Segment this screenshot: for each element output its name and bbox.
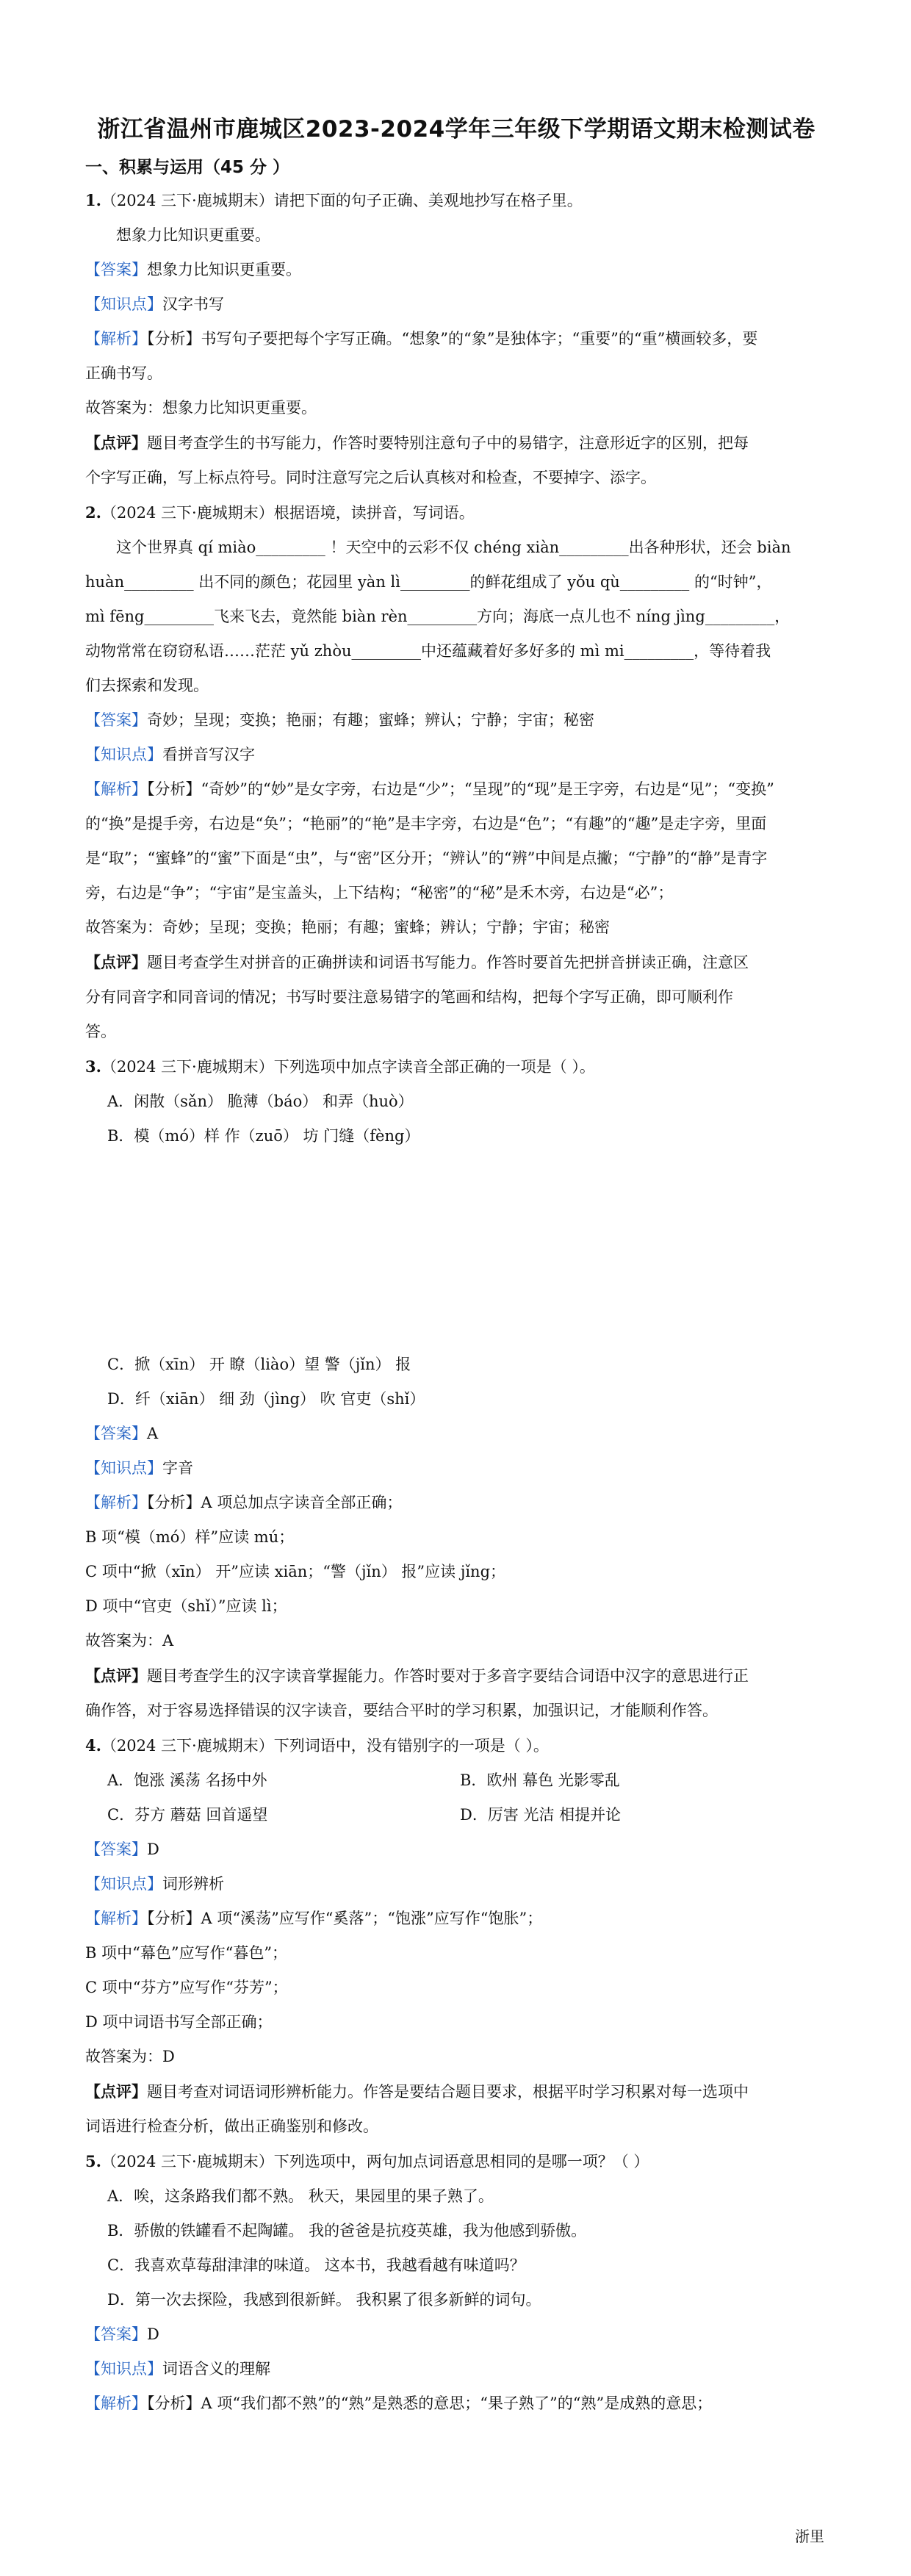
knowledge-label: 【知识点】	[85, 2360, 162, 2378]
knowledge-row	[85, 1456, 827, 1481]
comment-row	[85, 1663, 827, 1688]
analysis-label: 【解析】	[85, 1494, 147, 1511]
option-a: A．闲散（sǎn） 脆薄（báo） 和弄（huò）	[107, 1093, 414, 1110]
option-b: B．骄傲的铁罐看不起陶罐。 我的爸爸是抗疫英雄，我为他感到骄傲。	[107, 2222, 587, 2239]
knowledge-text: 词形辨析	[162, 1875, 224, 1893]
analysis-row	[85, 1491, 827, 1515]
option-c: C．我喜欢草莓甜津津的味道。 这本书，我越看越有味道吗？	[107, 2256, 525, 2274]
knowledge-text: 字音	[162, 1459, 193, 1477]
question-2	[85, 500, 827, 525]
blank-space	[85, 1159, 827, 1342]
analysis-text-cont: 是“取”；“蜜蜂”的“蜜”下面是“虫”，与“密”区分开；“辨认”的“辨”中间是点撇；“宁静”的“静”是青字	[85, 849, 768, 867]
answer-label: 【答案】	[85, 711, 147, 729]
option-c: C．掀（xīn） 开 瞭（liào）望 警（jǐn） 报	[107, 1356, 411, 1373]
options-row	[85, 1769, 827, 1793]
conclusion-text: 故答案为：D	[85, 2048, 175, 2065]
analysis-text-cont: C 项中“芬方”应写作“芬芳”；	[85, 1979, 288, 1996]
passage-line: 动物常常在窃窃私语……茫茫 yǔ zhòu_________中还蕴藏着好多好多的 mì mi_________，等待着我	[85, 642, 771, 660]
answer-row	[85, 258, 827, 282]
question-5	[85, 2149, 827, 2174]
question-number: 1.	[85, 191, 101, 209]
question-stem: （2024 三下·鹿城期末）下列选项中加点字读音全部正确的一项是（ ）。	[101, 1058, 595, 1076]
comment-label: 【点评】	[85, 1666, 147, 1685]
knowledge-text: 看拼音写汉字	[162, 746, 255, 763]
comment-text-cont: 分有同音字和同音词的情况；书写时要注意易错字的笔画和结构，把每个字写正确，即可顺利作	[85, 988, 733, 1006]
option-d: D．第一次去探险，我感到很新鲜。 我积累了很多新鲜的词句。	[107, 2291, 541, 2309]
answer-text: D	[147, 1841, 159, 1858]
knowledge-row	[85, 292, 827, 317]
answer-row	[85, 1838, 827, 1862]
comment-row	[85, 950, 827, 975]
question-4	[85, 1733, 827, 1758]
comment-text: 题目考查学生的汉字读音掌握能力。作答时要对于多音字要结合词语中汉字的意思进行正	[147, 1667, 749, 1685]
passage-line: huàn_________ 出不同的颜色；花园里 yàn lì_________的鲜花组成了 yǒu qù_________ 的“时钟”，	[85, 573, 772, 591]
knowledge-row	[85, 2357, 827, 2381]
answer-label: 【答案】	[85, 261, 147, 278]
analysis-text-cont: 正确书写。	[85, 364, 162, 382]
analysis-label: 【解析】	[85, 780, 147, 798]
conclusion-text: 故答案为：奇妙；呈现；变换；艳丽；有趣；蜜蜂；辨认；宁静；宇宙；秘密	[85, 918, 610, 936]
question-number: 2.	[85, 503, 101, 522]
comment-text-cont: 词语进行检查分析，做出正确鉴别和修改。	[85, 2118, 378, 2135]
analysis-label: 【解析】	[85, 1910, 147, 1927]
answer-row	[85, 2323, 827, 2347]
question-1	[85, 188, 827, 213]
page-footer: 浙里	[795, 2528, 824, 2545]
knowledge-label: 【知识点】	[85, 295, 162, 313]
knowledge-row	[85, 1872, 827, 1896]
comment-text: 题目考查学生对拼音的正确拼读和词语书写能力。作答时要首先把拼音拼读正确，注意区	[147, 954, 749, 971]
comment-text: 题目考查学生的书写能力，作答时要特别注意句子中的易错字，注意形近字的区别，把每	[147, 434, 749, 452]
answer-label: 【答案】	[85, 1841, 147, 1858]
comment-label: 【点评】	[85, 2082, 147, 2101]
comment-label: 【点评】	[85, 433, 147, 452]
section-heading: 一、积累与运用（45 分 ）	[85, 158, 290, 177]
question-number: 5.	[85, 2152, 101, 2170]
answer-row	[85, 1422, 827, 1446]
question-number: 3.	[85, 1057, 101, 1076]
passage-line: 们去探索和发现。	[85, 677, 209, 694]
question-stem: （2024 三下·鹿城期末）根据语境，读拼音，写词语。	[101, 504, 475, 522]
option-c: C．芬方 蘑菇 回首遥望	[107, 1806, 268, 1824]
comment-text-cont: 答。	[85, 1023, 116, 1040]
knowledge-label: 【知识点】	[85, 1875, 162, 1893]
analysis-text-cont: D 项中“官吏（shǐ）”应读 lì；	[85, 1597, 287, 1615]
comment-row	[85, 431, 827, 456]
answer-row	[85, 708, 827, 733]
analysis-row	[85, 327, 827, 351]
knowledge-row	[85, 743, 827, 767]
analysis-text-cont: D 项中词语书写全部正确；	[85, 2013, 273, 2031]
knowledge-text: 汉字书写	[162, 295, 224, 313]
answer-label: 【答案】	[85, 1425, 147, 1442]
question-number: 4.	[85, 1736, 101, 1755]
knowledge-label: 【知识点】	[85, 746, 162, 763]
answer-text: 想象力比知识更重要。	[147, 261, 301, 278]
exam-page	[85, 110, 827, 2426]
option-d: D．厉害 光洁 相提并论	[460, 1806, 622, 1824]
analysis-text-cont: C 项中“掀（xīn） 开”应读 xiān；“警（jǐn） 报”应读 jǐng；	[85, 1563, 506, 1580]
analysis-row	[85, 2392, 827, 2416]
passage-line: 这个世界真 qí miào_________ ！天空中的云彩不仅 chéng xiàn_________出各种形状，还会 biàn	[116, 539, 791, 556]
answer-text: A	[147, 1425, 159, 1442]
analysis-text: 【分析】A 项总加点字读音全部正确；	[147, 1494, 403, 1511]
comment-text: 题目考查对词语词形辨析能力。作答是要结合题目要求，根据平时学习积累对每一选项中	[147, 2083, 749, 2101]
analysis-label: 【解析】	[85, 330, 147, 348]
option-a: A．唉，这条路我们都不熟。 秋天，果园里的果子熟了。	[107, 2187, 494, 2205]
comment-text-cont: 确作答，对于容易选择错误的汉字读音，要结合平时的学习积累，加强识记，才能顺利作答。	[85, 1702, 718, 1719]
page-title: 浙江省温州市鹿城区2023-2024学年三年级下学期语文期末检测试卷	[97, 116, 815, 143]
analysis-text-cont: 旁，右边是“争”；“宇宙”是宝盖头，上下结构；“秘密”的“秘”是禾木旁，右边是“必”；	[85, 884, 674, 902]
question-stem: （2024 三下·鹿城期末）请把下面的句子正确、美观地抄写在格子里。	[101, 192, 583, 209]
option-b: B．欧州 幕色 光影零乱	[460, 1771, 620, 1789]
answer-text: 奇妙；呈现；变换；艳丽；有趣；蜜蜂；辨认；宁静；宇宙；秘密	[147, 711, 594, 729]
question-3	[85, 1054, 827, 1079]
passage-line: mì fēng_________飞来飞去，竟然能 biàn rèn_________方向；海底一点儿也不 níng jìng_________，	[85, 608, 791, 625]
analysis-text: 【分析】书写句子要把每个字写正确。“想象”的“象”是独体字；“重要”的“重”横画较多，要	[147, 330, 758, 348]
option-a: A．饱涨 溪荡 名扬中外	[107, 1771, 267, 1789]
comment-row	[85, 2079, 827, 2104]
question-stem: （2024 三下·鹿城期末）下列选项中，两句加点词语意思相同的是哪一项？（ ）	[101, 2153, 649, 2170]
option-b: B．模（mó）样 作（zuō） 坊 门缝（fèng）	[107, 1127, 420, 1145]
option-d: D．纤（xiān） 细 劲（jìng） 吹 官吏（shǐ）	[107, 1390, 425, 1408]
analysis-text-cont: B 项中“幕色”应写作“暮色”；	[85, 1944, 288, 1962]
question-sentence: 想象力比知识更重要。	[116, 226, 270, 244]
analysis-text-cont: B 项“模（mó）样”应读 mú；	[85, 1528, 295, 1546]
answer-label: 【答案】	[85, 2325, 147, 2343]
conclusion-text: 故答案为：A	[85, 1632, 174, 1649]
answer-text: D	[147, 2325, 159, 2343]
analysis-text: 【分析】“奇妙”的“妙”是女字旁，右边是“少”；“呈现”的“现”是王字旁，右边是“见”；“变换”	[147, 780, 774, 798]
question-stem: （2024 三下·鹿城期末）下列词语中，没有错别字的一项是（ ）。	[101, 1737, 549, 1755]
knowledge-text: 词语含义的理解	[162, 2360, 270, 2378]
comment-text-cont: 个字写正确，写上标点符号。同时注意写完之后认真核对和检查，不要掉字、添字。	[85, 469, 656, 486]
options-row	[85, 1803, 827, 1827]
analysis-text: 【分析】A 项“我们都不熟”的“熟”是熟悉的意思；“果子熟了”的“熟”是成熟的意思；	[147, 2395, 713, 2412]
analysis-row	[85, 1907, 827, 1931]
analysis-row	[85, 777, 827, 802]
conclusion-text: 故答案为：想象力比知识更重要。	[85, 399, 317, 417]
knowledge-label: 【知识点】	[85, 1459, 162, 1477]
analysis-text: 【分析】A 项“溪荡”应写作“奚落”；“饱涨”应写作“饱胀”；	[147, 1910, 543, 1927]
analysis-label: 【解析】	[85, 2395, 147, 2412]
comment-label: 【点评】	[85, 953, 147, 971]
analysis-text-cont: 的“换”是提手旁，右边是“奂”；“艳丽”的“艳”是丰字旁，右边是“色”；“有趣”的“趣”是走字旁，里面	[85, 815, 767, 832]
